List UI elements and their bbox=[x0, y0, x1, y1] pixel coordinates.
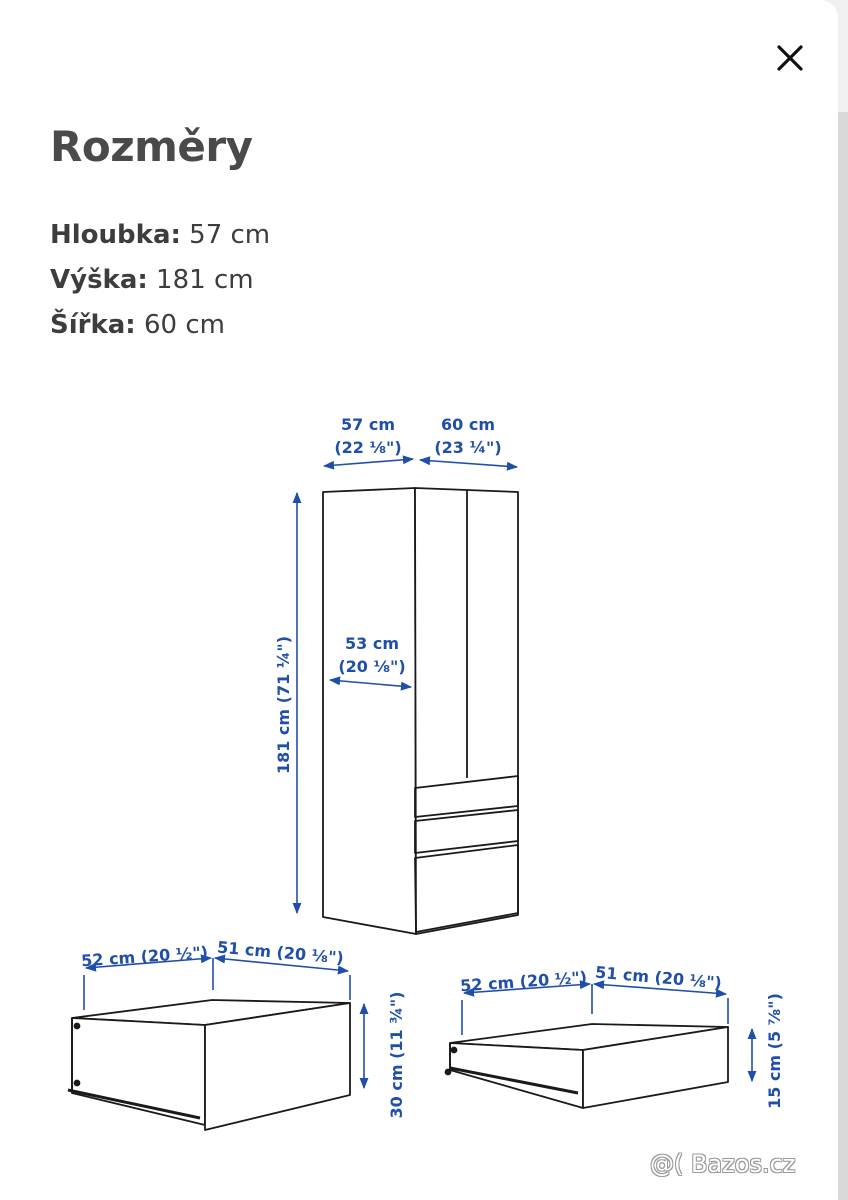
large-drawer-illustration bbox=[68, 1000, 350, 1130]
small-drawer-illustration bbox=[446, 1024, 729, 1108]
spec-width-value: 60 cm bbox=[143, 310, 225, 340]
watermark: @( Bazos.cz bbox=[650, 1150, 796, 1178]
small-drawer-height: 15 cm (5 ⅞") bbox=[765, 993, 784, 1109]
large-drawer-width: 51 cm (20 ⅛") bbox=[216, 937, 345, 968]
wardrobe-illustration bbox=[323, 488, 518, 934]
spec-depth-value: 57 cm bbox=[189, 220, 271, 250]
page-title: Rozměry bbox=[50, 122, 253, 171]
wardrobe-inner-in: (20 ⅛") bbox=[338, 657, 406, 676]
wardrobe-width-cm: 60 cm bbox=[441, 415, 495, 434]
wardrobe-depth-in: (22 ⅛") bbox=[334, 438, 402, 457]
small-drawer-width: 51 cm (20 ⅛") bbox=[594, 962, 723, 993]
wardrobe-height: 181 cm (71 ¼") bbox=[274, 635, 293, 775]
spec-depth-label: Hloubka: bbox=[50, 220, 181, 250]
large-drawer-depth: 52 cm (20 ½") bbox=[80, 942, 209, 971]
wardrobe-inner-cm: 53 cm bbox=[345, 634, 399, 653]
small-drawer-depth: 52 cm (20 ½") bbox=[459, 967, 588, 996]
large-drawer-height: 30 cm (11 ¾") bbox=[387, 991, 406, 1119]
wardrobe-width-in: (23 ¼") bbox=[434, 438, 502, 457]
wardrobe-depth-cm: 57 cm bbox=[341, 415, 395, 434]
spec-height-label: Výška: bbox=[50, 265, 148, 295]
spec-width-label: Šířka: bbox=[50, 310, 136, 340]
spec-height-value: 181 cm bbox=[156, 265, 254, 295]
